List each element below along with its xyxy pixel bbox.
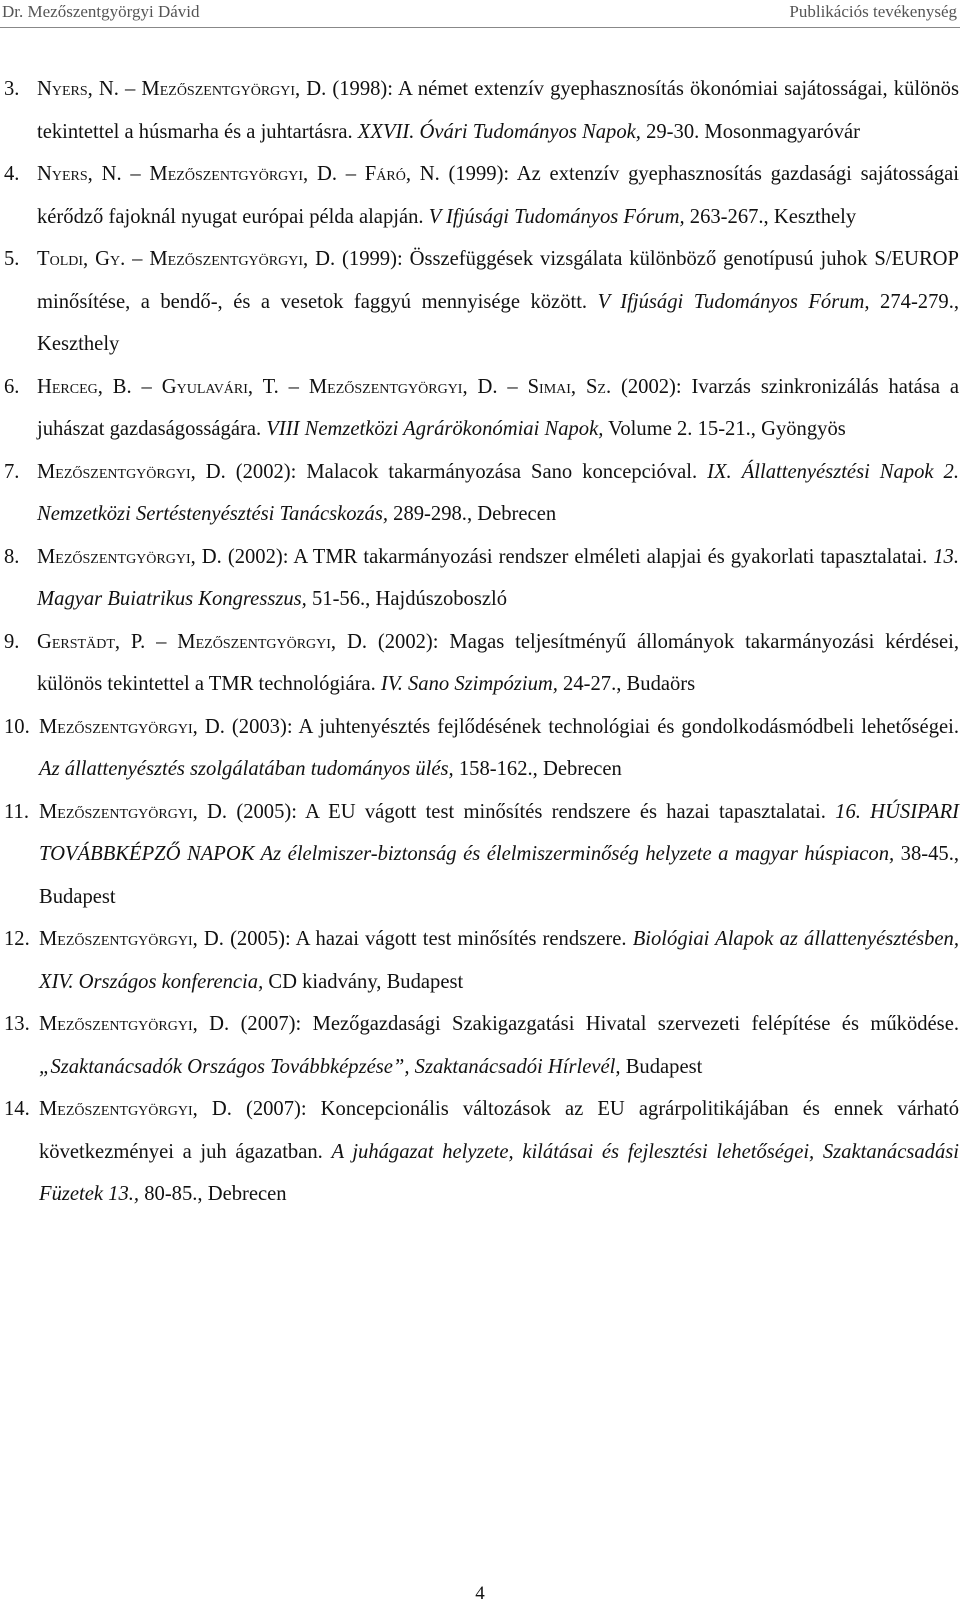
publication-text: Budapest <box>620 1055 703 1078</box>
publication-authors: Gerstädt, P. – Mezőszentgyörgyi, D. <box>37 630 367 653</box>
publication-text: (2005): A EU vágott test minősítés rendszere és hazai tapasztalatai. <box>227 800 836 823</box>
publication-venue: XXVII. Óvári Tudományos Napok, <box>357 120 641 143</box>
publication-venue: IX. Állattenyésztési Napok 2. Nemzetközi Sertéstenyésztési Tanácskozás, <box>37 460 959 525</box>
publication-authors: Herceg, B. – Gyulavári, T. – Mezőszentgyörgyi, D. – Simai, Sz. <box>37 375 612 398</box>
publication-text: (1998): A német extenzív gyephasznosítás ökonómiai sajátosságai, különös tekintettel a húsmarha és a juhtartásra. <box>37 78 959 143</box>
publication-text: 289-298., Debrecen <box>388 503 557 525</box>
publication-text: (2002): Malacok takarmányozása Sano koncepcióval. <box>225 460 708 483</box>
publication-venue: „Szaktanácsadók Országos Továbbképzése”, Szaktanácsadói Hírlevél, <box>39 1055 621 1078</box>
publication-entry <box>4 1003 959 1088</box>
publication-text: (2005): A hazai vágott test minősítés rendszere. <box>223 928 633 950</box>
publication-text: (1999): Az extenzív gyephasznosítás gazdasági sajátosságai kérődző fajoknál nyugat európai példa alapján. <box>37 163 959 228</box>
publication-entry <box>4 68 959 153</box>
publication-text: 24-27., Budaörs <box>557 673 696 695</box>
publication-venue: IV. Sano Szimpózium, <box>380 673 558 695</box>
publication-text: 274-279., Keszthely <box>37 290 959 355</box>
publication-entry <box>4 791 959 919</box>
publication-entry <box>4 1088 959 1216</box>
publication-text: (2002): Magas teljesítményű állományok takarmányozási kérdései, különös tekintettel a TMR technológiára. <box>37 630 959 695</box>
publication-number: 6. <box>4 375 20 398</box>
page-header <box>0 2 960 24</box>
page-number: 4 <box>475 1583 485 1604</box>
publication-text: CD kiadvány, Budapest <box>263 970 464 993</box>
publication-entry <box>4 153 959 238</box>
publication-authors: Mezőszentgyörgyi, D. <box>39 800 228 823</box>
publication-text: (2002): A TMR takarmányozási rendszer elméleti alapjai és gyakorlati tapasztalatai. <box>221 545 934 568</box>
publication-number: 9. <box>4 630 20 653</box>
publication-text: 38-45., Budapest <box>39 843 959 908</box>
publication-entry <box>4 451 959 536</box>
publication-entry <box>4 366 959 451</box>
publication-venue: V Ifjúsági Tudományos Fórum, <box>428 205 685 228</box>
publication-number: 8. <box>4 545 20 568</box>
publication-authors: Mezőszentgyörgyi, D. <box>39 1013 230 1035</box>
publication-number: 14. <box>4 1098 30 1120</box>
publication-authors: Toldi, Gy. – Mezőszentgyörgyi, D. <box>37 248 336 270</box>
publication-entry <box>4 536 959 621</box>
publication-number: 12. <box>4 928 30 950</box>
publication-authors: Mezőszentgyörgyi, D. <box>37 545 222 568</box>
publication-text: 80-85., Debrecen <box>139 1183 287 1205</box>
publication-authors: Mezőszentgyörgyi, D. <box>39 1098 232 1120</box>
publication-number: 10. <box>4 715 30 738</box>
publication-venue: Biológiai Alapok az állattenyésztésben, XIV. Országos konferencia, <box>39 928 960 993</box>
publication-number: 11. <box>4 800 29 823</box>
publication-number: 7. <box>4 460 20 483</box>
publication-authors: Nyers, N. – Mezőszentgyörgyi, D. <box>37 78 327 100</box>
publication-text: (2003): A juhtenyésztés fejlődésének technológiai és gondolkodásmódbeli lehetőségei. <box>224 715 959 738</box>
publication-authors: Mezőszentgyörgyi, D. <box>39 928 224 950</box>
publication-venue: VIII Nemzetközi Agrárökonómiai Napok, <box>266 418 604 440</box>
publication-text: Volume 2. 15-21., Gyöngyös <box>603 418 846 440</box>
header-author: Dr. Mezőszentgyörgyi Dávid <box>2 2 200 21</box>
publication-entry <box>4 621 959 706</box>
publication-text: (2002): Ivarzás szinkronizálás hatása a juhászat gazdaságosságára. <box>37 375 959 440</box>
publication-text: (2007): Mezőgazdasági Szakigazgatási Hivatal szervezeti felépítése és működése. <box>229 1013 959 1035</box>
publication-number: 4. <box>4 163 20 185</box>
publication-entry <box>4 238 959 366</box>
header-divider <box>0 27 960 28</box>
publication-text: (1999): Összefüggések vizsgálata különböző genotípusú juhok S/EUROP minősítése, a bendő-, és a vesetok faggyú mennyisége között. <box>37 248 960 313</box>
publication-list <box>4 68 959 1216</box>
publication-number: 13. <box>4 1013 30 1035</box>
publication-venue: A juhágazat helyzete, kilátásai és fejlesztési lehetőségei, Szaktanácsadási Füzetek 13., <box>39 1140 959 1205</box>
publication-entry <box>4 706 959 791</box>
publication-venue: 13. Magyar Buiatrikus Kongresszus, <box>37 545 959 610</box>
publication-venue: 16. HÚSIPARI TOVÁBBKÉPZŐ NAPOK Az élelmiszer-biztonság és élelmiszerminőség helyzete a magyar húspiacon, <box>39 800 960 865</box>
publication-venue: V Ifjúsági Tudományos Fórum, <box>597 290 870 313</box>
publication-authors: Mezőszentgyörgyi, D. <box>39 715 225 738</box>
publication-text: 29-30. Mosonmagyaróvár <box>640 120 860 143</box>
publication-text: (2007): Koncepcionális változások az EU agrárpolitikájában és ennek várható következményei a juh ágazatban. <box>39 1098 960 1163</box>
publication-text: 51-56., Hajdúszoboszló <box>306 588 508 610</box>
publication-entry <box>4 918 959 1003</box>
publication-authors: Nyers, N. – Mezőszentgyörgyi, D. – Fáró, N. <box>37 163 440 185</box>
publication-number: 5. <box>4 248 20 270</box>
publication-text: 263-267., Keszthely <box>684 205 857 228</box>
header-section-title: Publikációs tevékenység <box>789 2 957 21</box>
publication-authors: Mezőszentgyörgyi, D. <box>37 460 226 483</box>
publication-text: 158-162., Debrecen <box>453 758 622 780</box>
publication-venue: Az állattenyésztés szolgálatában tudományos ülés, <box>39 758 454 780</box>
publication-number: 3. <box>4 78 20 100</box>
